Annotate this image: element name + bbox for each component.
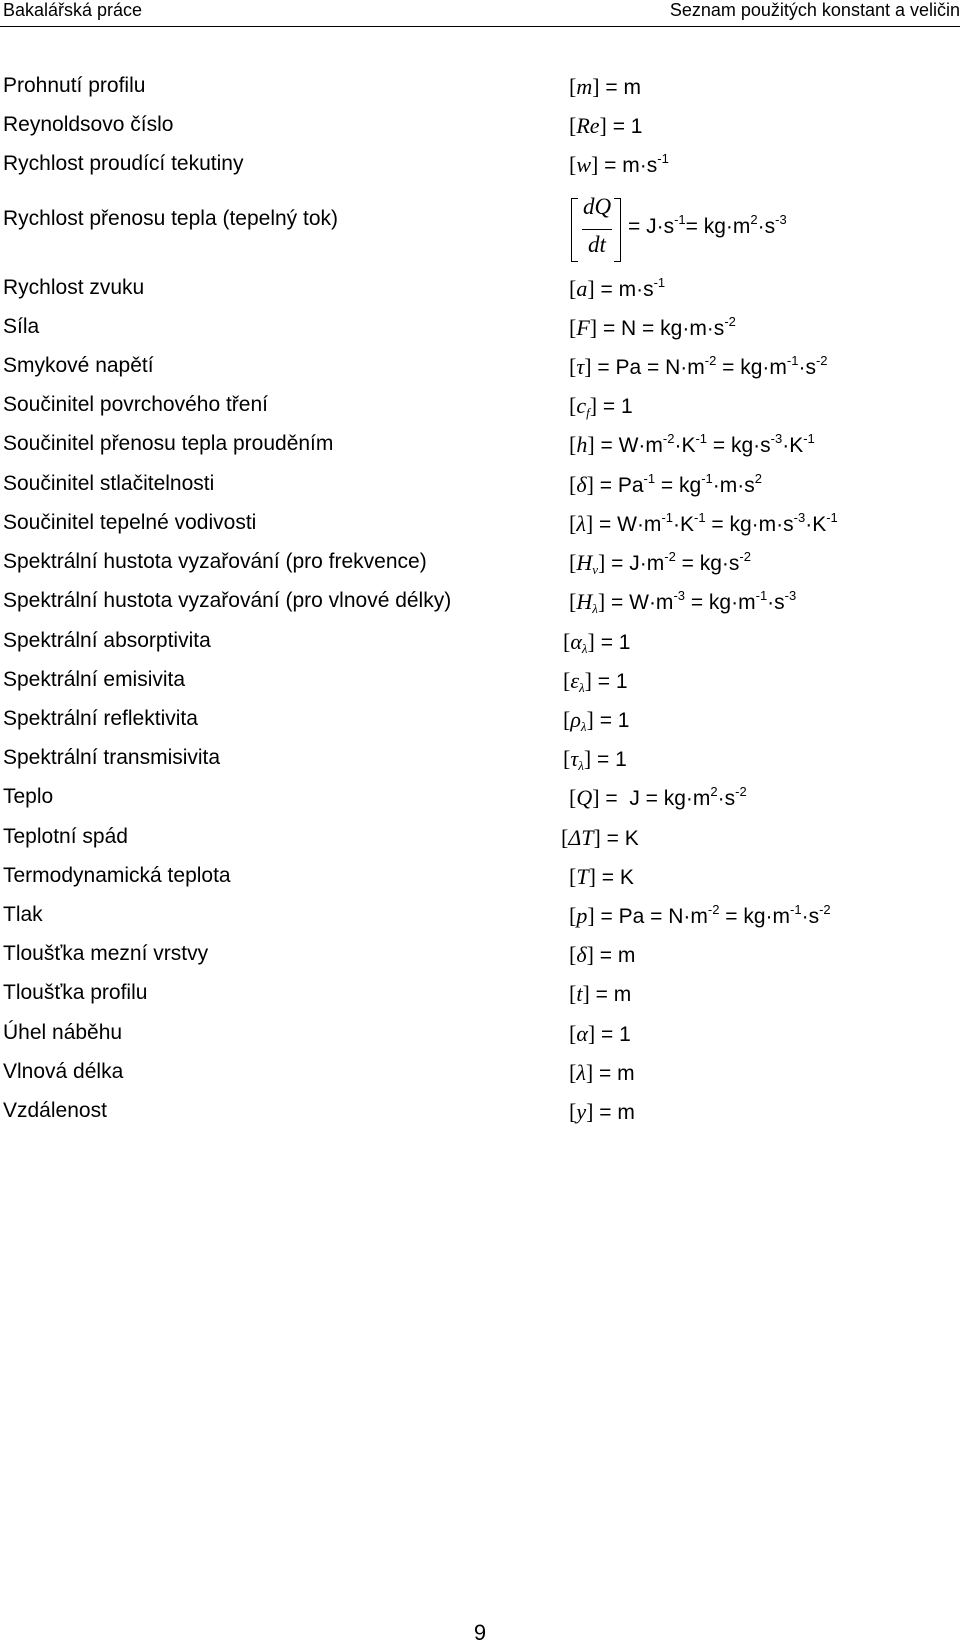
constant-name: Součinitel přenosu tepla prouděním	[3, 432, 334, 455]
constant-name: Spektrální hustota vyzařování (pro frekvence)	[3, 550, 427, 573]
constant-row	[0, 903, 960, 933]
constant-name: Tloušťka mezní vrstvy	[3, 942, 209, 965]
unit-expression: [λ] = m	[569, 1060, 635, 1085]
page-header	[0, 0, 960, 27]
constant-row	[0, 707, 960, 737]
unit-expression: $[H_\lambda] = W\cdot m^{-3} = kg\cdot m^{-1}\cdot s^{-3}$	[569, 588, 797, 616]
constant-row	[0, 1099, 960, 1129]
constant-name: Rychlost zvuku	[3, 276, 145, 299]
unit-expression: $[\rho_\lambda] = 1$	[563, 707, 630, 734]
unit-expression: $[a] = m\cdot s^{-1}$	[569, 275, 666, 301]
constant-name: Spektrální emisivita	[3, 668, 186, 691]
unit-expression: $[\alpha_\lambda] = 1$	[563, 629, 631, 656]
constant-name: Spektrální absorptivita	[3, 629, 211, 652]
unit-expression: [ΔT] = K	[561, 825, 639, 850]
constant-row	[0, 432, 960, 462]
constant-row	[0, 825, 960, 855]
constant-name: Smykové napětí	[3, 354, 154, 377]
constant-name: Tloušťka profilu	[3, 981, 148, 1004]
constant-name: Teplo	[3, 785, 54, 808]
header-right-title: Seznam použitých konstant a veličin	[669, 0, 960, 20]
constant-name: Teplotní spád	[3, 825, 128, 848]
constant-row	[0, 152, 960, 182]
constant-row	[0, 113, 960, 143]
constant-row	[0, 393, 960, 423]
constant-name: Tlak	[3, 903, 43, 926]
constant-name: Vzdálenost	[3, 1099, 107, 1122]
fraction-numerator: dQ	[582, 194, 612, 219]
unit-expression: $[w] = m\cdot s^{-1}$	[569, 151, 669, 177]
constant-name: Rychlost proudící tekutiny	[3, 152, 244, 175]
constant-name: Spektrální reflektivita	[3, 707, 198, 730]
constant-row	[0, 589, 960, 619]
constant-row	[0, 207, 960, 237]
fraction-denominator: dt	[588, 232, 606, 257]
constant-name: Termodynamická teplota	[3, 864, 231, 887]
unit-expression: [y] = m	[569, 1099, 635, 1124]
unit-expression: [m] = m	[569, 74, 641, 99]
constant-row	[0, 1021, 960, 1051]
constant-row	[0, 1060, 960, 1090]
constant-row	[0, 550, 960, 580]
header-left-title: Bakalářská práce	[3, 0, 143, 20]
constant-name: Vlnová délka	[3, 1060, 124, 1083]
constant-name: Spektrální transmisivita	[3, 746, 221, 769]
unit-expression: $[\tau_\lambda] = 1$	[563, 746, 627, 773]
constant-row	[0, 864, 960, 894]
constant-row	[0, 354, 960, 384]
constant-name: Spektrální hustota vyzařování (pro vlnové délky)	[3, 589, 452, 612]
unit-expression: [Re] = 1	[569, 113, 643, 138]
unit-expression: = $J\cdot s^{-1}= kg\cdot m^2\cdot s^{-3}$	[628, 212, 787, 238]
unit-expression: $[F] = N = kg\cdot m\cdot s^{-2}$	[569, 314, 736, 340]
constant-row	[0, 668, 960, 698]
constant-name: Síla	[3, 315, 40, 338]
unit-expression: [α] = 1	[569, 1021, 631, 1046]
constant-row	[0, 472, 960, 502]
unit-expression: $[c_f] = 1$	[569, 393, 633, 420]
unit-expression: $[\lambda] = W\cdot m^{-1}\cdot K^{-1} = kg\cdot m\cdot s^{-3}\cdot K^{-1}$	[569, 510, 838, 536]
constant-row	[0, 785, 960, 815]
constant-row	[0, 629, 960, 659]
unit-expression: $[\delta] = Pa^{-1} = kg^{-1}\cdot m\cdot s^2$	[569, 471, 762, 497]
unit-expression: $[Q] = J = kg\cdot m^2\cdot s^{-2}$	[569, 784, 747, 810]
unit-expression: $[h] = W\cdot m^{-2}\cdot K^{-1} = kg\cdot s^{-3}\cdot K^{-1}$	[569, 431, 815, 457]
constant-row	[0, 511, 960, 541]
constant-name: Prohnutí profilu	[3, 74, 146, 97]
constant-row	[0, 276, 960, 306]
constant-name: Rychlost přenosu tepla (tepelný tok)	[3, 207, 339, 230]
unit-expression: $[p] = Pa = N\cdot m^{-2} = kg\cdot m^{-1}\cdot s^{-2}$	[569, 902, 831, 928]
constant-name: Součinitel tepelné vodivosti	[3, 511, 257, 534]
constant-row	[0, 942, 960, 972]
unit-expression: [T] = K	[569, 864, 634, 889]
constant-name: Reynoldsovo číslo	[3, 113, 174, 136]
unit-expression: [t] = m	[569, 981, 632, 1006]
unit-expression: $[\varepsilon_\lambda] = 1$	[563, 668, 628, 695]
unit-expression: $[\tau] = Pa = N\cdot m^{-2} = kg\cdot m^{-1}\cdot s^{-2}$	[569, 353, 828, 379]
constant-row	[0, 981, 960, 1011]
constant-row	[0, 315, 960, 345]
constant-name: Součinitel stlačitelnosti	[3, 472, 215, 495]
unit-expression: $[H_\nu] = J\cdot m^{-2} = kg\cdot s^{-2}$	[569, 549, 751, 577]
constant-name: Součinitel povrchového tření	[3, 393, 268, 416]
constant-name: Úhel náběhu	[3, 1021, 123, 1044]
unit-expression: [δ] = m	[569, 942, 636, 967]
derivative-fraction	[571, 194, 621, 270]
constant-row	[0, 74, 960, 104]
constant-row	[0, 746, 960, 776]
page-number: 9	[473, 1620, 487, 1645]
